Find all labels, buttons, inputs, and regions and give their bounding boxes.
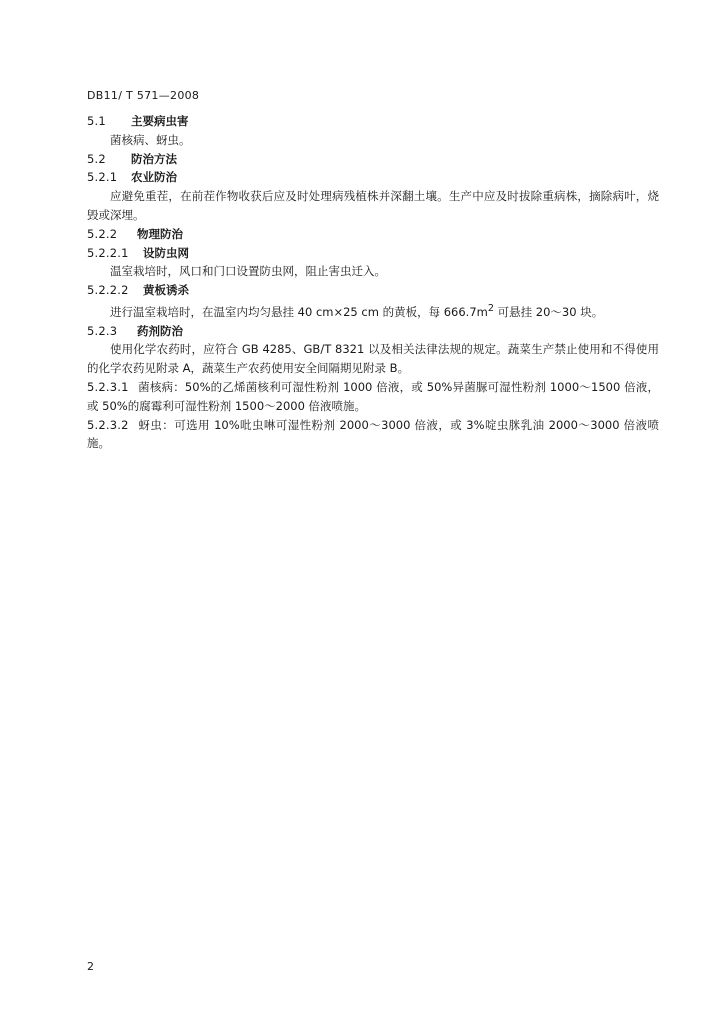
clause-text: 蚜虫：可选用 10%吡虫啉可湿性粉剂 2000～3000 倍液，或 3%啶虫脒乳油 2000～3000 倍液喷施。 [87,417,659,451]
section-number: 5.2.3.1 [87,379,129,394]
paragraph-5-2-3: 使用化学农药时，应符合 GB 4285、GB/T 8321 以及相关法律法规的规定。蔬菜生产禁止使用和不得使用的化学农药见附录 A，蔬菜生产农药使用安全间隔期见附录 B。 [87,342,659,376]
document-code-header: DB11/ T 571—2008 [87,89,200,102]
superscript: 2 [487,302,494,314]
heading-5-1 [87,112,659,131]
clause-text: 菌核病：50%的乙烯菌核利可湿性粉剂 1000 倍液，或 50%异菌脲可湿性粉剂 1000～1500 倍液，或 50%的腐霉利可湿性粉剂 1500～2000 倍液喷施。 [87,379,659,413]
section-title: 黄板诱杀 [143,283,189,298]
clause-5-2-3-2 [87,416,659,454]
page-number: 2 [87,960,94,973]
section-number: 5.2.2 [87,226,118,241]
section-number: 5.2.1 [87,170,118,185]
paragraph-text: 进行温室栽培时，在温室内均匀悬挂 40 cm×25 cm 的黄板，每 666.7m [110,304,488,319]
paragraph-5-2-1: 应避免重茬，在前茬作物收获后应及时处理病残植株并深翻土壤。生产中应及时拔除重病株，摘除病叶，烧毁或深埋。 [87,189,659,222]
paragraph-text: 可悬挂 20～30 块。 [493,304,604,319]
section-title: 药剂防治 [137,323,183,338]
heading-5-2-2 [87,225,659,244]
heading-5-2-1 [87,168,659,187]
paragraph-5-1: 菌核病、蚜虫。 [110,132,191,147]
heading-5-2-2-1 [87,244,659,263]
section-title: 防治方法 [131,151,177,166]
section-number: 5.2.3 [87,323,118,338]
section-number: 5.2.2.2 [87,283,129,298]
heading-5-2-2-2 [87,281,659,300]
section-title: 物理防治 [137,226,183,241]
document-body [87,112,659,453]
section-number: 5.2.3.2 [87,417,129,432]
clause-5-2-3-1 [87,378,659,416]
section-title: 主要病虫害 [131,114,189,128]
section-number: 5.2 [87,151,106,166]
section-title: 设防虫网 [143,245,189,260]
paragraph-5-2-2-2 [87,300,659,322]
paragraph-5-2-2-1: 温室栽培时，风口和门口设置防虫网，阻止害虫迁入。 [110,264,386,279]
heading-5-2-3 [87,322,659,341]
section-number: 5.1 [87,114,106,128]
heading-5-2 [87,150,659,169]
section-number: 5.2.2.1 [87,245,129,260]
section-title: 农业防治 [131,170,177,185]
